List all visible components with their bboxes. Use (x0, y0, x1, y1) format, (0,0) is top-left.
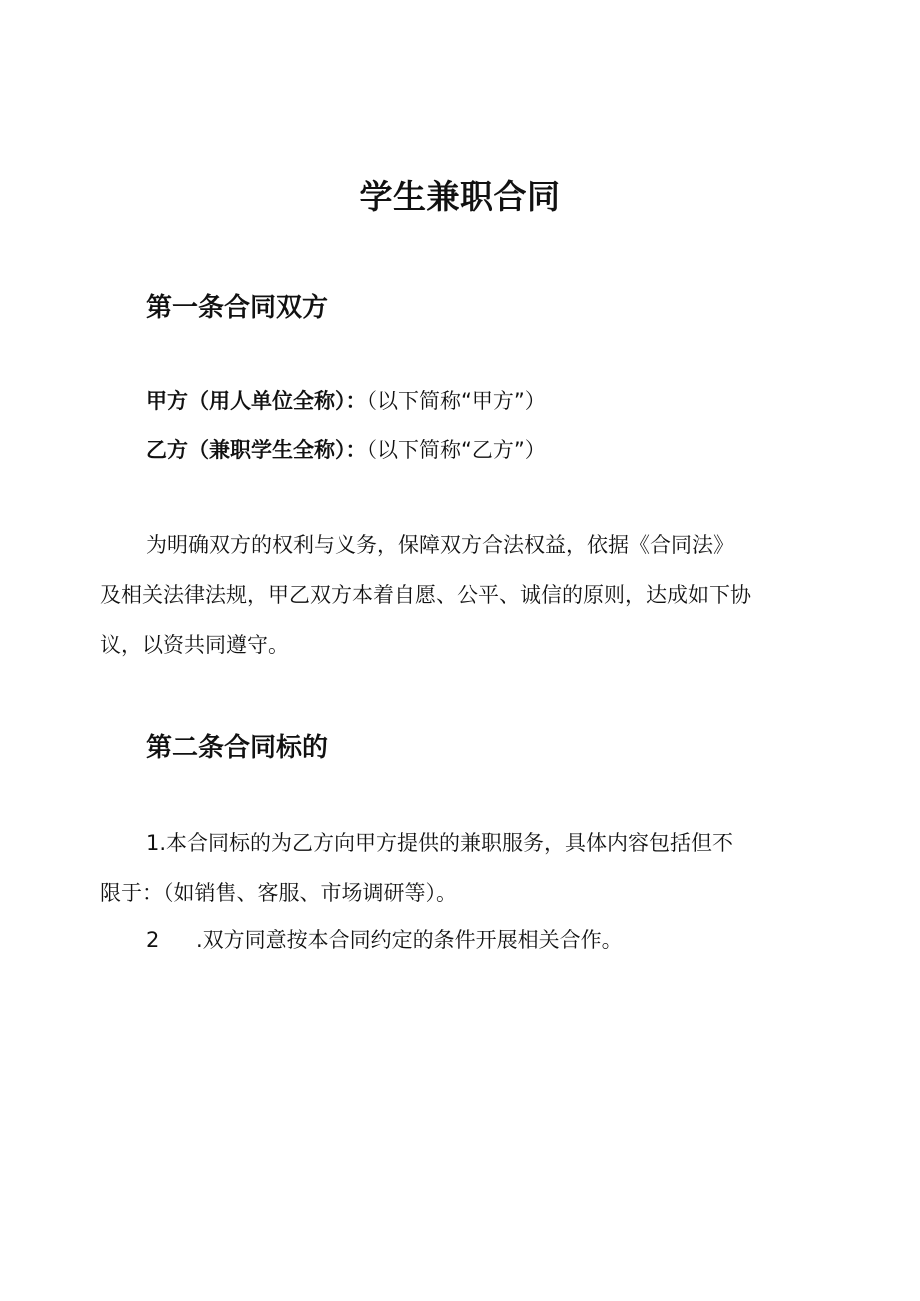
item-1-number: 1 (146, 831, 160, 855)
section-2-heading: 第二条合同标的 (146, 733, 329, 763)
item-1-text: .本合同标的为乙方向甲方提供的兼职服务，具体内容包括但不 (159, 831, 734, 855)
party-a-line (146, 384, 546, 418)
item-1-line: 限于：（如销售、客服、市场调研等）。 (100, 881, 457, 905)
party-b-note: （以下简称“乙方”） (366, 438, 546, 462)
preamble-line: 为明确双方的权利与义务，保障双方合法权益，依据《合同法》 (146, 533, 734, 557)
preamble-line: 议，以资共同遵守。 (100, 633, 289, 657)
item-2-number: 2 (146, 928, 160, 952)
item-2-line (100, 915, 822, 965)
party-b-label: 乙方（兼职学生全称）： (146, 438, 367, 462)
document-title: 学生兼职合同 (359, 177, 561, 216)
item-2-text: .双方同意按本合同约定的条件开展相关合作。 (196, 928, 623, 952)
item-2-paragraph (100, 915, 822, 965)
section-1-heading: 第一条合同双方 (146, 293, 329, 323)
party-b-line (146, 433, 546, 467)
item-1-line (100, 818, 822, 868)
preamble-line: 及相关法律法规，甲乙双方本着自愿、公平、诚信的原则，达成如下协 (100, 583, 751, 607)
preamble-paragraph (100, 520, 822, 670)
party-a-label: 甲方（用人单位全称）： (146, 389, 367, 413)
party-a-note: （以下简称“甲方”） (366, 389, 546, 413)
item-1-paragraph (100, 818, 822, 918)
